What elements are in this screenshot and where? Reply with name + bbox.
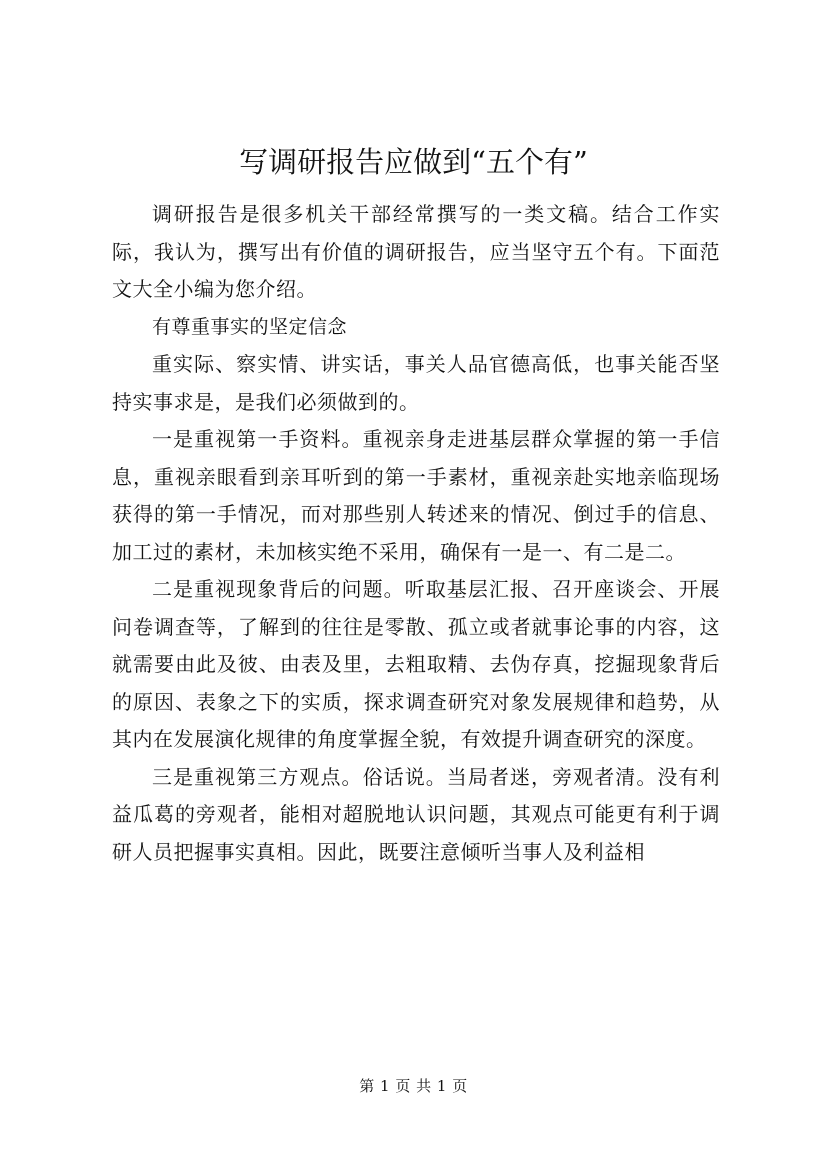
- paragraph: 重实际、察实情、讲实话，事关人品官德高低，也事关能否坚持实事求是，是我们必须做到的。: [112, 352, 720, 414]
- paragraph: 一是重视第一手资料。重视亲身走进基层群众掌握的第一手信息，重视亲眼看到亲耳听到的第一手素材，重视亲赴实地亲临现场获得的第一手情况，而对那些别人转述来的情况、倒过手的信息、加工过的素材，未加核实绝不采用，确保有一是一、有二是二。: [112, 427, 720, 564]
- page-footer: 第 1 页 共 1 页: [359, 1077, 468, 1095]
- paragraph: 三是重视第三方观点。俗话说。当局者迷，旁观者清。没有利益瓜葛的旁观者，能相对超脱地认识问题，其观点可能更有利于调研人员把握事实真相。因此，既要注意倾听当事人及利益相: [112, 764, 720, 864]
- paragraph: 二是重视现象背后的问题。听取基层汇报、召开座谈会、开展问卷调查等，了解到的往往是零散、孤立或者就事论事的内容，这就需要由此及彼、由表及里，去粗取精、去伪存真，挖掘现象背后的原因、表象之下的实质，探求调查研究对象发展规律和趋势，从其内在发展演化规律的角度掌握全貌，有效提升调查研究的深度。: [112, 577, 720, 751]
- section-heading: 有尊重事实的坚定信念: [152, 315, 348, 338]
- paragraph-intro: 调研报告是很多机关干部经常撰写的一类文稿。结合工作实际，我认为，撰写出有价值的调研报告，应当坚守五个有。下面范文大全小编为您介绍。: [112, 202, 720, 301]
- page-title: 写调研报告应做到“五个有”: [239, 145, 588, 179]
- document-body: [112, 196, 720, 871]
